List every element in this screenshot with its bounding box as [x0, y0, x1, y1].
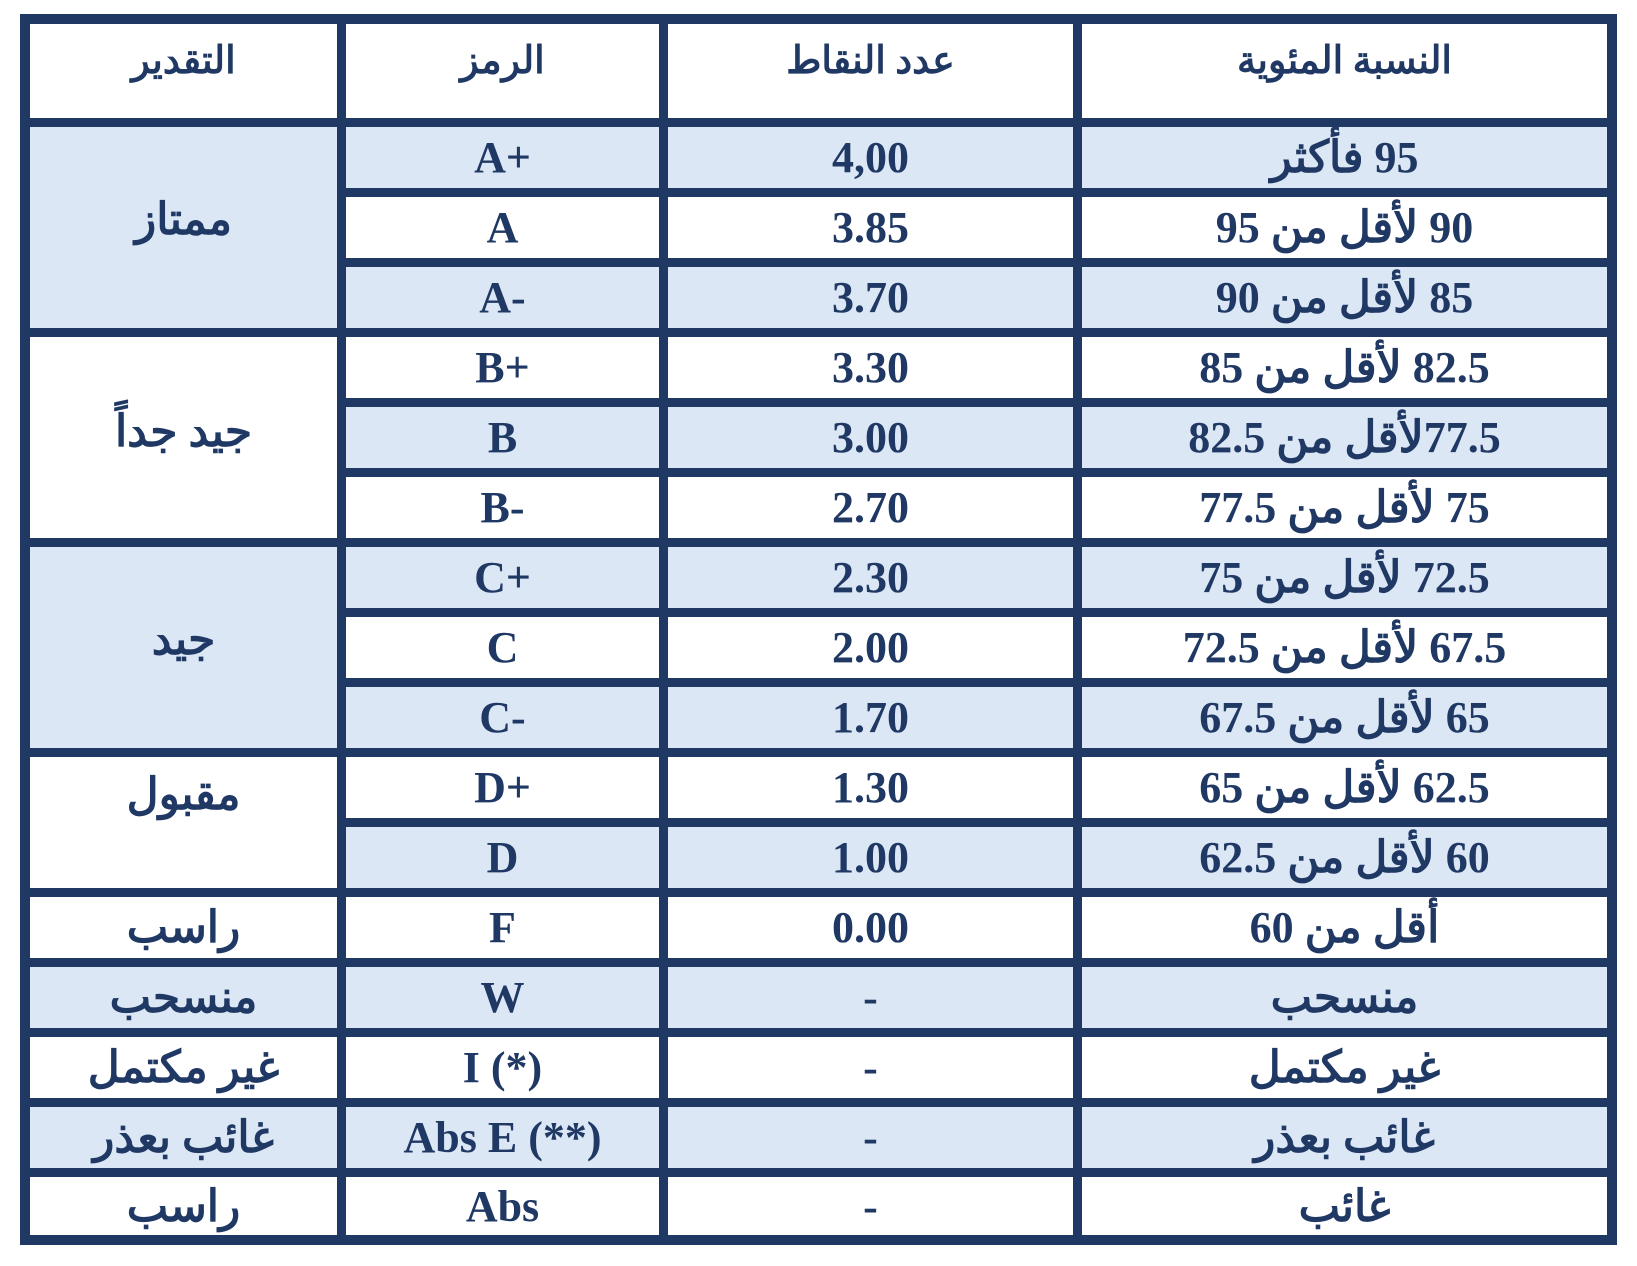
points-cell: 1.30 — [668, 757, 1073, 818]
percentage-cell: أقل من 60 — [1082, 897, 1607, 958]
percentage-cell: 95 فأكثر — [1082, 127, 1607, 188]
percentage-cell: 62.5 لأقل من 65 — [1082, 757, 1607, 818]
grade-good: جيد — [30, 547, 337, 748]
points-cell: 3.30 — [668, 337, 1073, 398]
points-cell: - — [668, 1177, 1073, 1235]
percentage-cell: 75 لأقل من 77.5 — [1082, 477, 1607, 538]
points-cell: 3.85 — [668, 197, 1073, 258]
points-cell: 1.00 — [668, 827, 1073, 888]
grading-table — [20, 14, 1617, 1245]
symbol-cell: D+ — [346, 757, 659, 818]
symbol-cell: D — [346, 827, 659, 888]
percentage-cell: 82.5 لأقل من 85 — [1082, 337, 1607, 398]
percentage-cell: 67.5 لأقل من 72.5 — [1082, 617, 1607, 678]
percentage-cell: 85 لأقل من 90 — [1082, 267, 1607, 328]
header-symbol: الرمز — [346, 24, 659, 118]
header-points: عدد النقاط — [668, 24, 1073, 118]
grade-very-good: جيد جداً — [30, 337, 337, 538]
symbol-cell: Abs — [346, 1177, 659, 1235]
grade-withdrawn: منسحب — [30, 967, 337, 1028]
grade-incomplete: غير مكتمل — [30, 1037, 337, 1098]
percentage-cell: 65 لأقل من 67.5 — [1082, 687, 1607, 748]
points-cell: - — [668, 967, 1073, 1028]
grade-excellent: ممتاز — [30, 127, 337, 328]
symbol-cell: C- — [346, 687, 659, 748]
symbol-cell: B+ — [346, 337, 659, 398]
points-cell: 3.70 — [668, 267, 1073, 328]
header-percentage: النسبة المئوية — [1082, 24, 1607, 118]
points-cell: 1.70 — [668, 687, 1073, 748]
symbol-cell: C+ — [346, 547, 659, 608]
symbol-cell: A- — [346, 267, 659, 328]
percentage-cell: غائب — [1082, 1177, 1607, 1235]
points-cell: 4,00 — [668, 127, 1073, 188]
symbol-cell: A+ — [346, 127, 659, 188]
symbol-cell: F — [346, 897, 659, 958]
symbol-cell: A — [346, 197, 659, 258]
points-cell: - — [668, 1037, 1073, 1098]
percentage-cell: غير مكتمل — [1082, 1037, 1607, 1098]
symbol-cell: W — [346, 967, 659, 1028]
header-grade: التقدير — [30, 24, 337, 118]
symbol-cell: C — [346, 617, 659, 678]
symbol-cell: I (*) — [346, 1037, 659, 1098]
percentage-cell: 72.5 لأقل من 75 — [1082, 547, 1607, 608]
percentage-cell: منسحب — [1082, 967, 1607, 1028]
points-cell: 3.00 — [668, 407, 1073, 468]
grade-pass: مقبول — [30, 757, 337, 888]
percentage-cell: 77.5لأقل من 82.5 — [1082, 407, 1607, 468]
grade-fail-absent: راسب — [30, 1177, 337, 1235]
points-cell: 2.30 — [668, 547, 1073, 608]
points-cell: 2.00 — [668, 617, 1073, 678]
percentage-cell: غائب بعذر — [1082, 1107, 1607, 1168]
points-cell: 2.70 — [668, 477, 1073, 538]
symbol-cell: B — [346, 407, 659, 468]
grading-table-grid — [30, 24, 1607, 1235]
percentage-cell: 90 لأقل من 95 — [1082, 197, 1607, 258]
grade-fail: راسب — [30, 897, 337, 958]
percentage-cell: 60 لأقل من 62.5 — [1082, 827, 1607, 888]
points-cell: - — [668, 1107, 1073, 1168]
symbol-cell: B- — [346, 477, 659, 538]
points-cell: 0.00 — [668, 897, 1073, 958]
symbol-cell: Abs E (**) — [346, 1107, 659, 1168]
grade-absent-excused: غائب بعذر — [30, 1107, 337, 1168]
